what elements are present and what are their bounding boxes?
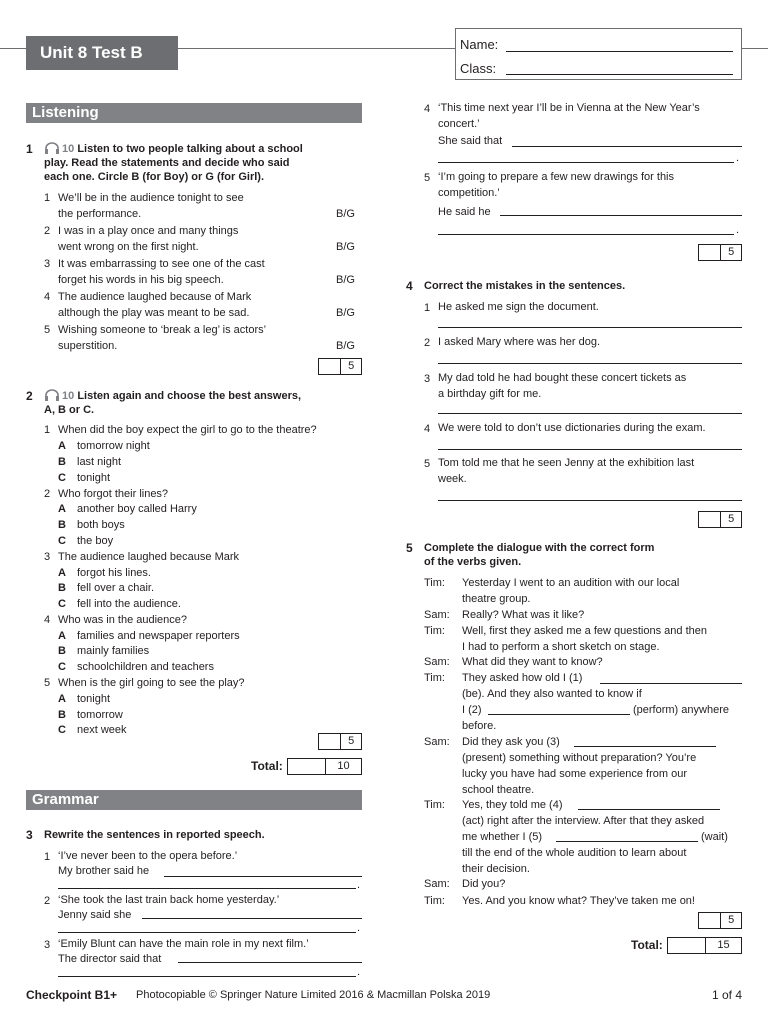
score-input[interactable] xyxy=(319,359,341,374)
item-number: 4 xyxy=(44,291,51,303)
item-number: 3 xyxy=(44,939,51,951)
option-letter[interactable]: A xyxy=(58,630,66,642)
dialogue-line: Did they ask you (3) xyxy=(462,736,560,748)
gap-4-field[interactable] xyxy=(578,809,720,810)
item-number: 5 xyxy=(44,677,51,689)
dialogue-line: I (2) xyxy=(462,704,482,716)
answer-line[interactable] xyxy=(438,413,742,414)
answer-line[interactable] xyxy=(438,162,734,163)
headphones-icon xyxy=(44,389,60,401)
sentence-text: My dad told he had bought these concert tickets as a birthday gift for me. xyxy=(438,372,687,400)
option-letter[interactable]: A xyxy=(58,503,66,515)
option-letter[interactable]: B xyxy=(58,645,66,657)
max-score: 5 xyxy=(728,513,735,525)
item-number: 4 xyxy=(424,103,431,115)
gap-2-field[interactable] xyxy=(488,714,630,715)
boy-girl-choice[interactable]: B/G xyxy=(336,307,355,319)
answer-line[interactable] xyxy=(58,976,356,977)
question-text: When did the boy expect the girl to go to the theatre? xyxy=(58,424,317,436)
option-text[interactable]: fell over a chair. xyxy=(77,582,155,594)
dialogue-line: What did they want to know? xyxy=(462,656,603,668)
item-number: 5 xyxy=(424,458,431,470)
quote-text: ‘I’ve never been to the opera before.’ xyxy=(58,850,238,862)
option-text[interactable]: another boy called Harry xyxy=(77,503,197,515)
prompt-text: He said he xyxy=(438,206,491,218)
footer-copyright: Photocopiable © Springer Nature Limited 2016 & Macmillan Polska 2019 xyxy=(136,989,491,1001)
name-field[interactable] xyxy=(506,51,733,52)
gap-1-field[interactable] xyxy=(600,683,742,684)
dialogue-line: Well, first they asked me a few questions and then I had to perform a short sketch on stage. xyxy=(462,625,707,653)
instruction-line: Listen to two people talking about a school xyxy=(77,143,303,155)
speaker-label: Tim: xyxy=(424,577,445,589)
item-number: 2 xyxy=(44,488,51,500)
item-number: 2 xyxy=(44,225,51,237)
dialogue-line: before. xyxy=(462,720,497,732)
speaker-label: Sam: xyxy=(424,609,450,621)
dialogue-line: Yes. And you know what? They’ve taken me on! xyxy=(462,895,695,907)
list-item: I was in a play once and many things went wrong on the first night. xyxy=(58,225,239,253)
option-text[interactable]: tonight xyxy=(77,693,111,705)
instruction-line: each one. Circle B (for Boy) or G (for Girl). xyxy=(44,171,265,183)
question-text: The audience laughed because Mark xyxy=(58,551,240,563)
item-number: 1 xyxy=(424,302,431,314)
dialogue-line: (act) right after the interview. After that they asked xyxy=(462,815,705,827)
dialogue-line: lucky you have had some experience from our xyxy=(462,768,688,780)
unit-title: Unit 8 Test B xyxy=(26,36,178,70)
item-number: 3 xyxy=(44,551,51,563)
sentence-text: Tom told me that he seen Jenny at the exhibition last week. xyxy=(438,457,695,485)
quote-text: ‘Emily Blunt can have the main role in my next film.’ xyxy=(58,938,309,950)
gap-5-field[interactable] xyxy=(556,841,698,842)
speaker-label: Sam: xyxy=(424,736,450,748)
option-text[interactable]: both boys xyxy=(77,519,125,531)
option-letter[interactable]: C xyxy=(58,472,66,484)
option-text[interactable]: tomorrow xyxy=(77,709,123,721)
score-box xyxy=(698,511,742,528)
total-input[interactable] xyxy=(668,938,706,953)
option-letter[interactable]: A xyxy=(58,567,66,579)
answer-line[interactable] xyxy=(438,327,742,328)
list-item: The audience laughed because of Mark although the play was meant to be sad. xyxy=(58,291,252,319)
answer-line[interactable] xyxy=(178,962,362,963)
max-score: 5 xyxy=(728,914,735,926)
item-number: 2 xyxy=(44,895,51,907)
instruction-line: Listen again and choose the best answers, xyxy=(77,390,302,402)
option-text[interactable]: schoolchildren and teachers xyxy=(77,661,214,673)
option-text[interactable]: forgot his lines. xyxy=(77,567,151,579)
item-number: 5 xyxy=(44,324,51,336)
dialogue-line: (present) something without preparation? You’re xyxy=(462,752,697,764)
prompt-text: The director said that xyxy=(58,953,162,965)
option-letter[interactable]: B xyxy=(58,582,66,594)
period: . xyxy=(736,152,740,164)
dialogue-line: their decision. xyxy=(462,863,530,875)
max-score: 5 xyxy=(728,246,735,258)
dialogue-line: Really? What was it like? xyxy=(462,609,585,621)
dialogue-line: till the end of the whole audition to learn about xyxy=(462,847,687,859)
prompt-text: She said that xyxy=(438,135,503,147)
option-text[interactable]: mainly families xyxy=(77,645,150,657)
question-number: 2 xyxy=(26,389,33,403)
question-text: Who forgot their lines? xyxy=(58,488,169,500)
dialogue-line: Yes, they told me (4) xyxy=(462,799,563,811)
answer-line[interactable] xyxy=(164,876,362,877)
score-box xyxy=(698,244,742,261)
dialogue-line: Yesterday I went to an audition with our local theatre group. xyxy=(462,577,680,605)
quote-text: ‘This time next year I’ll be in Vienna at the New Year’s concert.’ xyxy=(438,102,700,130)
q5-instruction: Complete the dialogue with the correct form of the verbs given. xyxy=(424,542,655,568)
item-number: 4 xyxy=(424,423,431,435)
option-text[interactable]: the boy xyxy=(77,535,114,547)
option-letter[interactable]: B xyxy=(58,456,66,468)
option-text[interactable]: fell into the audience. xyxy=(77,598,181,610)
footer-brand: Checkpoint B1+ xyxy=(26,988,118,1002)
q3-instruction: Rewrite the sentences in reported speech. xyxy=(44,829,265,841)
option-text[interactable]: last night xyxy=(77,456,122,468)
option-text[interactable]: next week xyxy=(77,724,127,736)
class-label: Class: xyxy=(460,61,497,76)
question-number: 3 xyxy=(26,828,33,842)
score-input[interactable] xyxy=(699,913,721,928)
q4-instruction: Correct the mistakes in the sentences. xyxy=(424,280,626,292)
list-item: It was embarrassing to see one of the cast forget his words in his big speech. xyxy=(58,258,265,286)
name-label: Name: xyxy=(460,37,499,52)
score-box xyxy=(318,358,362,375)
speaker-label: Sam: xyxy=(424,878,450,890)
gap-3-field[interactable] xyxy=(574,746,716,747)
answer-line[interactable] xyxy=(500,215,742,216)
speaker-label: Tim: xyxy=(424,625,445,637)
item-number: 1 xyxy=(44,424,51,436)
option-letter[interactable]: C xyxy=(58,598,66,610)
answer-line[interactable] xyxy=(438,363,742,364)
score-input[interactable] xyxy=(699,512,721,527)
page-number: 1 of 4 xyxy=(711,988,742,1002)
dialogue-line: (wait) xyxy=(701,831,728,843)
option-letter[interactable]: B xyxy=(58,519,66,531)
q2-instruction xyxy=(44,389,364,417)
grammar-section-title: Grammar xyxy=(26,790,362,810)
instruction-line: A, B or C. xyxy=(44,404,95,416)
prompt-text: Jenny said she xyxy=(58,909,132,921)
list-item: We’ll be in the audience tonight to see the performance. xyxy=(58,192,244,220)
headphones-icon xyxy=(44,142,60,154)
answer-line[interactable] xyxy=(438,449,742,450)
score-input[interactable] xyxy=(699,245,721,260)
total-max: 15 xyxy=(717,939,730,951)
boy-girl-choice[interactable]: B/G xyxy=(336,274,355,286)
answer-line[interactable] xyxy=(438,234,734,235)
option-letter[interactable]: A xyxy=(58,440,66,452)
item-number: 4 xyxy=(44,614,51,626)
sentence-text: He asked me sign the document. xyxy=(438,301,599,313)
option-text[interactable]: tonight xyxy=(77,472,111,484)
track-number: 10 xyxy=(62,143,75,155)
option-letter[interactable]: B xyxy=(58,709,66,721)
total-max: 10 xyxy=(337,760,350,772)
total-label: Total: xyxy=(251,759,283,773)
dialogue-line: (perform) anywhere xyxy=(633,704,729,716)
speaker-label: Tim: xyxy=(424,895,445,907)
speaker-label: Tim: xyxy=(424,672,445,684)
total-input[interactable] xyxy=(288,759,326,774)
period: . xyxy=(357,966,361,978)
boy-girl-choice[interactable]: B/G xyxy=(336,340,355,352)
item-number: 5 xyxy=(424,172,431,184)
question-text: When is the girl going to see the play? xyxy=(58,677,245,689)
total-box xyxy=(667,937,742,954)
answer-line[interactable] xyxy=(142,918,362,919)
answer-line[interactable] xyxy=(58,888,356,889)
option-letter[interactable]: A xyxy=(58,693,66,705)
answer-line[interactable] xyxy=(58,932,356,933)
q1-instruction xyxy=(44,142,364,184)
dialogue-line: (be). And they also wanted to know if xyxy=(462,688,642,700)
max-score: 5 xyxy=(348,360,355,372)
item-number: 1 xyxy=(44,851,51,863)
sentence-text: We were told to don’t use dictionaries during the exam. xyxy=(438,422,706,434)
dialogue-line: They asked how old I (1) xyxy=(462,672,583,684)
prompt-text: My brother said he xyxy=(58,865,150,877)
max-score: 5 xyxy=(348,735,355,747)
name-class-box xyxy=(455,28,742,80)
option-text[interactable]: families and newspaper reporters xyxy=(77,630,240,642)
total-box xyxy=(287,758,362,775)
item-number: 3 xyxy=(424,373,431,385)
sentence-text: I asked Mary where was her dog. xyxy=(438,336,601,348)
score-box xyxy=(698,912,742,929)
boy-girl-choice[interactable]: B/G xyxy=(336,241,355,253)
listening-section-title: Listening xyxy=(26,103,362,123)
question-text: Who was in the audience? xyxy=(58,614,188,626)
item-number: 3 xyxy=(44,258,51,270)
class-field[interactable] xyxy=(506,74,733,75)
question-number: 1 xyxy=(26,142,33,156)
period: . xyxy=(357,879,361,891)
score-box xyxy=(318,733,362,750)
quote-text: ‘She took the last train back home yesterday.’ xyxy=(58,894,280,906)
dialogue-line: school theatre. xyxy=(462,784,535,796)
speaker-label: Sam: xyxy=(424,656,450,668)
quote-text: ‘I’m going to prepare a few new drawings for this competition.’ xyxy=(438,171,675,199)
answer-line[interactable] xyxy=(512,146,742,147)
speaker-label: Tim: xyxy=(424,799,445,811)
question-number: 5 xyxy=(406,541,413,555)
option-letter[interactable]: C xyxy=(58,661,66,673)
list-item: Wishing someone to ‘break a leg’ is actors’ superstition. xyxy=(58,324,267,352)
total-label: Total: xyxy=(631,938,663,952)
option-letter[interactable]: C xyxy=(58,535,66,547)
question-number: 4 xyxy=(406,279,413,293)
dialogue-line: Did you? xyxy=(462,878,506,890)
item-number: 2 xyxy=(424,337,431,349)
period: . xyxy=(357,922,361,934)
option-text[interactable]: tomorrow night xyxy=(77,440,150,452)
instruction-line: play. Read the statements and decide who said xyxy=(44,157,290,169)
period: . xyxy=(736,224,740,236)
score-input[interactable] xyxy=(319,734,341,749)
track-number: 10 xyxy=(62,390,75,402)
boy-girl-choice[interactable]: B/G xyxy=(336,208,355,220)
option-letter[interactable]: C xyxy=(58,724,66,736)
answer-line[interactable] xyxy=(438,500,742,501)
item-number: 1 xyxy=(44,192,51,204)
dialogue-line: me whether I (5) xyxy=(462,831,543,843)
